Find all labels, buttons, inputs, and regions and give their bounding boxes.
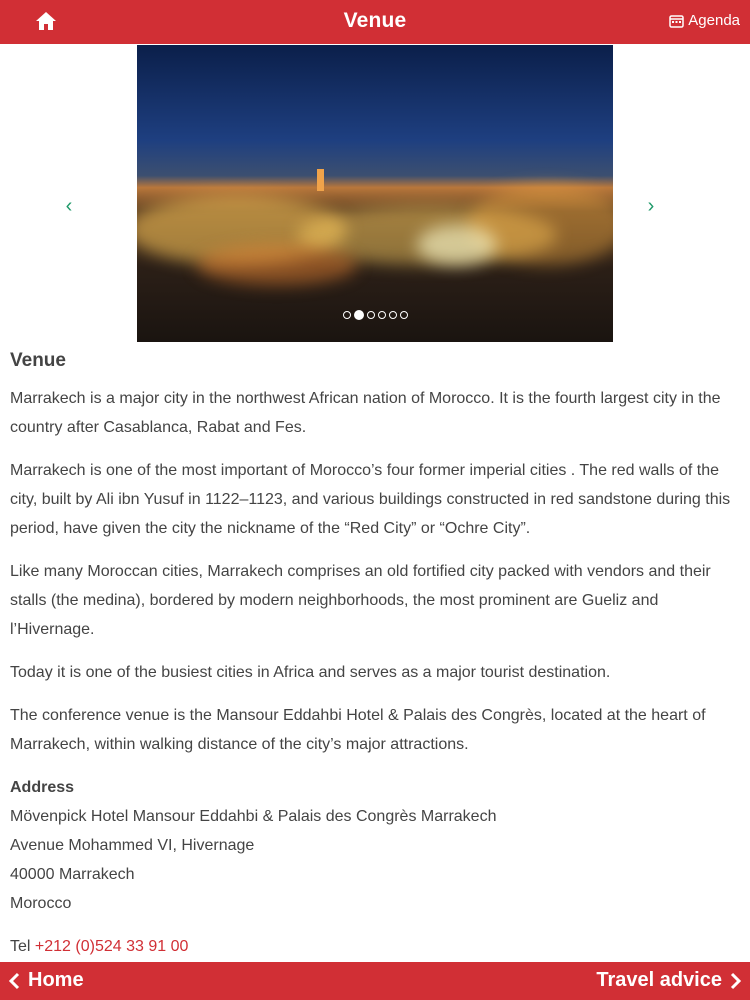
page-title: Venue (343, 9, 407, 32)
address-line: Morocco (10, 895, 72, 912)
carousel-dot[interactable] (400, 311, 408, 319)
calendar-icon (669, 14, 684, 28)
section-heading: Venue (10, 350, 66, 371)
carousel-dot[interactable] (343, 311, 351, 319)
chevron-right-icon (730, 972, 742, 990)
address-line: 40000 Marrakech (10, 866, 135, 883)
address-heading: Address (10, 779, 75, 796)
paragraph: Marrakech is one of the most important of Morocco’s four former imperial cities . The red walls of the city, built by Ali ibn Yusuf in 1122–1123, and various buildings constructed in red sandstone during this period, have given the city the nickname of the “Red City” or “Ochre City”. (10, 462, 731, 537)
paragraph: Today it is one of the busiest cities in Africa and serves as a major tourist destination. (10, 664, 611, 681)
home-back-label: Home (28, 969, 84, 991)
city-light (417, 225, 497, 265)
address-line: Avenue Mohammed VI, Hivernage (10, 837, 255, 854)
agenda-button[interactable] (669, 12, 740, 29)
venue-content (10, 350, 740, 961)
carousel-prev-button[interactable] (59, 195, 79, 218)
phone-row (10, 932, 740, 961)
address-line: Mövenpick Hotel Mansour Eddahbi & Palais des Congrès Marrakech (10, 808, 497, 825)
carousel-dot[interactable] (367, 311, 375, 319)
bottom-nav-bar (0, 962, 750, 1000)
carousel-next-button[interactable] (641, 195, 661, 218)
phone-label: Tel (10, 938, 31, 955)
paragraph: Like many Moroccan cities, Marrakech comprises an old fortified city packed with vendors and their stalls (the medina), bordered by modern neighborhoods, the most prominent are Gueliz and l’Hivernage. (10, 563, 711, 638)
travel-advice-button[interactable] (596, 969, 742, 992)
top-nav-bar (0, 0, 750, 44)
city-light (197, 245, 357, 285)
carousel-dot[interactable] (378, 311, 386, 319)
carousel-dot[interactable] (389, 311, 397, 319)
travel-advice-label: Travel advice (596, 969, 722, 991)
carousel-dot[interactable] (354, 310, 364, 320)
venue-photo-carousel[interactable] (137, 45, 613, 342)
chevron-left-icon (8, 972, 20, 990)
home-back-button[interactable] (8, 969, 84, 992)
paragraph: Marrakech is a major city in the northwest African nation of Morocco. It is the fourth largest city in the country after Casablanca, Rabat and Fes. (10, 390, 721, 436)
chevron-left-icon: ‹ (65, 195, 73, 217)
chevron-right-icon: › (647, 195, 655, 217)
carousel-pagination (137, 311, 613, 320)
agenda-label: Agenda (688, 12, 740, 29)
minaret-tower (317, 169, 324, 191)
address-block (10, 773, 740, 918)
paragraph: The conference venue is the Mansour Eddahbi Hotel & Palais des Congrès, located at the heart of Marrakech, within walking distance of the city’s major attractions. (10, 707, 706, 753)
phone-link[interactable]: +212 (0)524 33 91 00 (34, 938, 189, 955)
